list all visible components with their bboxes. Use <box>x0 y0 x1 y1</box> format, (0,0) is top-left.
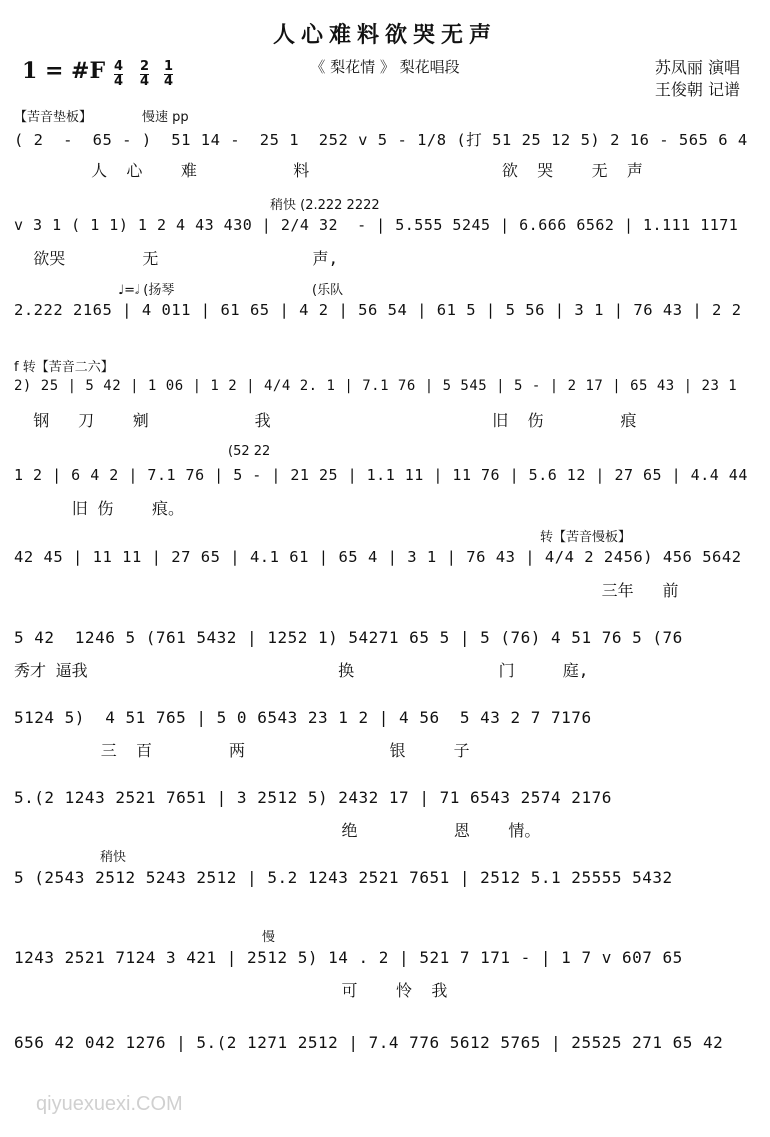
notation-line: ( 2 - 65 - ) 51 14 - 25 1 252 v 5 - 1/8 (打 51 25 12 5) 2 16 - 565 6 4 <box>14 131 748 149</box>
meter-2-bottom: 4 <box>140 74 150 89</box>
notation-line: 5124 5) 4 51 765 | 5 0 6543 23 1 2 | 4 56 5 43 2 7 7176 <box>14 708 592 727</box>
score-annotation: 稍快 (2.222 2222 <box>270 198 380 213</box>
score-row <box>0 360 770 440</box>
notation-line: v 3 1 ( 1 1) 1 2 4 43 430 | 2/4 32 - | 5.555 5245 | 6.666 6562 | 1.111 1171 <box>14 216 739 234</box>
meter-1-top: 4 <box>114 59 124 74</box>
score-annotation: 【苦音垫板】 <box>14 110 93 125</box>
score-row <box>0 110 770 190</box>
key-signature: 1 = #F <box>22 58 106 84</box>
score-annotation: (乐队 <box>312 283 344 298</box>
meter-3-bottom: 4 <box>164 74 174 89</box>
lyrics-line: 人 心 难 料 欲 哭 无 声 <box>14 161 643 180</box>
score-row <box>0 1015 770 1095</box>
score-annotation: ♩=𝅗𝅥 (扬琴 <box>118 283 175 298</box>
notation-line: 656 42 042 1276 | 5.(2 1271 2512 | 7.4 776 5612 5765 | 25525 271 65 42 <box>14 1033 724 1052</box>
transcriber-credit: 王俊朝 记谱 <box>654 80 740 99</box>
notation-line: 42 45 | 11 11 | 27 65 | 4.1 61 | 65 4 | 3 1 | 76 43 | 4/4 2 2456) 456 5642 <box>14 548 742 566</box>
lyrics-line: 三 百 两 银 子 <box>14 741 470 760</box>
lyrics-line: 旧 伤 痕。 <box>14 499 184 518</box>
lyrics-line: 秀才 逼我 换 门 庭, <box>14 661 589 680</box>
score-row <box>0 283 770 363</box>
score-annotation: (52 22 <box>228 444 271 459</box>
score-annotation: 慢 <box>262 930 276 945</box>
score-annotation: f 转【苦音二六】 <box>14 360 114 375</box>
meter-3 <box>164 60 173 89</box>
lyrics-line: 绝 恩 情。 <box>14 821 541 840</box>
score-row <box>0 930 770 1010</box>
subtitle: 《 梨花情 》 梨花唱段 <box>310 58 460 76</box>
score-annotation: 稍快 <box>100 850 127 865</box>
page-title: 人心难料欲哭无声 <box>272 23 497 48</box>
notation-line: 5 (2543 2512 5243 2512 | 5.2 1243 2521 7651 | 2512 5.1 25555 5432 <box>14 868 673 887</box>
watermark: qiyuexuexi.COM <box>36 1093 183 1115</box>
score-row <box>0 770 770 850</box>
score-row <box>0 610 770 690</box>
score-row <box>0 690 770 770</box>
notation-line: 5.(2 1243 2521 7651 | 3 2512 5) 2432 17 | 71 6543 2574 2176 <box>14 788 612 807</box>
lyrics-line: 三年 前 <box>14 581 679 600</box>
meter-2 <box>140 60 149 89</box>
lyrics-line: 可 怜 我 <box>14 981 448 1000</box>
score-annotation: 慢速 pp <box>142 110 189 125</box>
lyrics-line: 钢 刀 剜 我 旧 伤 痕 <box>14 411 637 430</box>
notation-line: 1 2 | 6 4 2 | 7.1 76 | 5 - | 21 25 | 1.1 11 | 11 76 | 5.6 12 | 27 65 | 4.4 44 <box>14 466 748 484</box>
score-row <box>0 198 770 278</box>
score-row <box>0 444 770 528</box>
score-row <box>0 530 770 610</box>
notation-line: 1243 2521 7124 3 421 | 2512 5) 14 . 2 | 521 7 171 - | 1 7 v 607 65 <box>14 948 683 967</box>
notation-line: 5 42 1246 5 (761 5432 | 1252 1) 54271 65 5 | 5 (76) 4 51 76 5 (76 <box>14 628 683 647</box>
meter-2-top: 2 <box>140 59 150 74</box>
meter-1 <box>114 60 123 89</box>
notation-line: 2.222 2165 | 4 011 | 61 65 | 4 2 | 56 54 | 61 5 | 5 56 | 3 1 | 76 43 | 2 2 <box>14 301 742 319</box>
score-row <box>0 850 770 930</box>
meter-3-top: 1 <box>164 59 174 74</box>
lyrics-line: 欲哭 无 声, <box>14 249 339 268</box>
score-annotation: 转【苦音慢板】 <box>540 530 632 545</box>
singer-credit: 苏凤丽 演唱 <box>654 58 740 77</box>
meter-1-bottom: 4 <box>114 74 124 89</box>
notation-line: 2) 25 | 5 42 | 1 06 | 1 2 | 4/4 2. 1 | 7.1 76 | 5 545 | 5 - | 2 17 | 65 43 | 23 1 <box>14 378 738 394</box>
